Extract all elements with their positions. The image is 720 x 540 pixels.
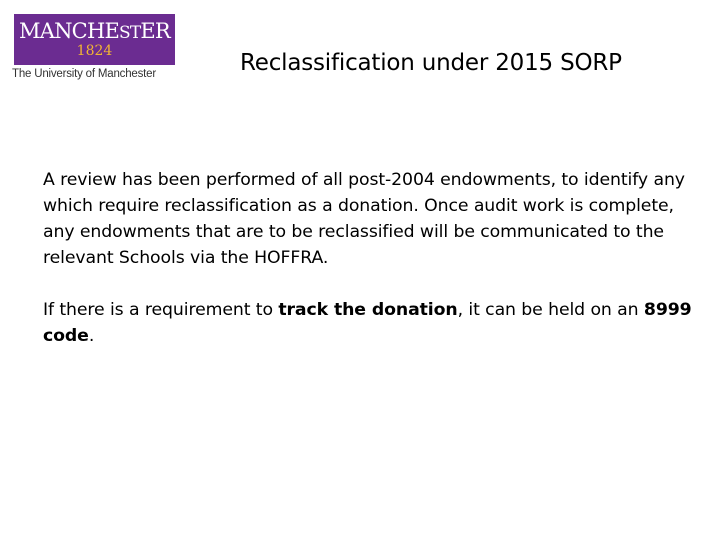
emphasis-text: 8999 code <box>43 300 692 346</box>
body-paragraph: A review has been performed of all post-2004 endowments, to identify any which require reclassification as a donation. Once audit work is complete, any endowments that are to be reclassified will be communicated to the relevant Schools via the HOFFRA. <box>43 170 685 268</box>
paragraph-text: , it can be held on an <box>457 300 644 320</box>
logo-wordmark-part: ER <box>140 19 170 43</box>
paragraph-text: . <box>88 326 95 346</box>
university-logo <box>12 14 177 84</box>
logo-wordmark-part: MANCH <box>19 19 105 43</box>
paragraph-text: If there is a requirement to <box>43 300 279 320</box>
logo-year: 1824 <box>76 43 113 59</box>
logo-wordmark-part: S <box>119 23 130 43</box>
slide-title: Reclassification under 2015 SORP <box>240 50 622 76</box>
logo-wordmark-part: E <box>104 19 119 43</box>
logo-emblem <box>14 14 175 65</box>
logo-wordmark <box>14 21 175 42</box>
logo-wordmark-part: T <box>129 23 141 43</box>
slide-body <box>43 167 693 349</box>
emphasis-text: track the donation <box>278 300 458 320</box>
logo-caption: The University of Manchester <box>12 68 156 80</box>
body-paragraph <box>43 297 693 349</box>
